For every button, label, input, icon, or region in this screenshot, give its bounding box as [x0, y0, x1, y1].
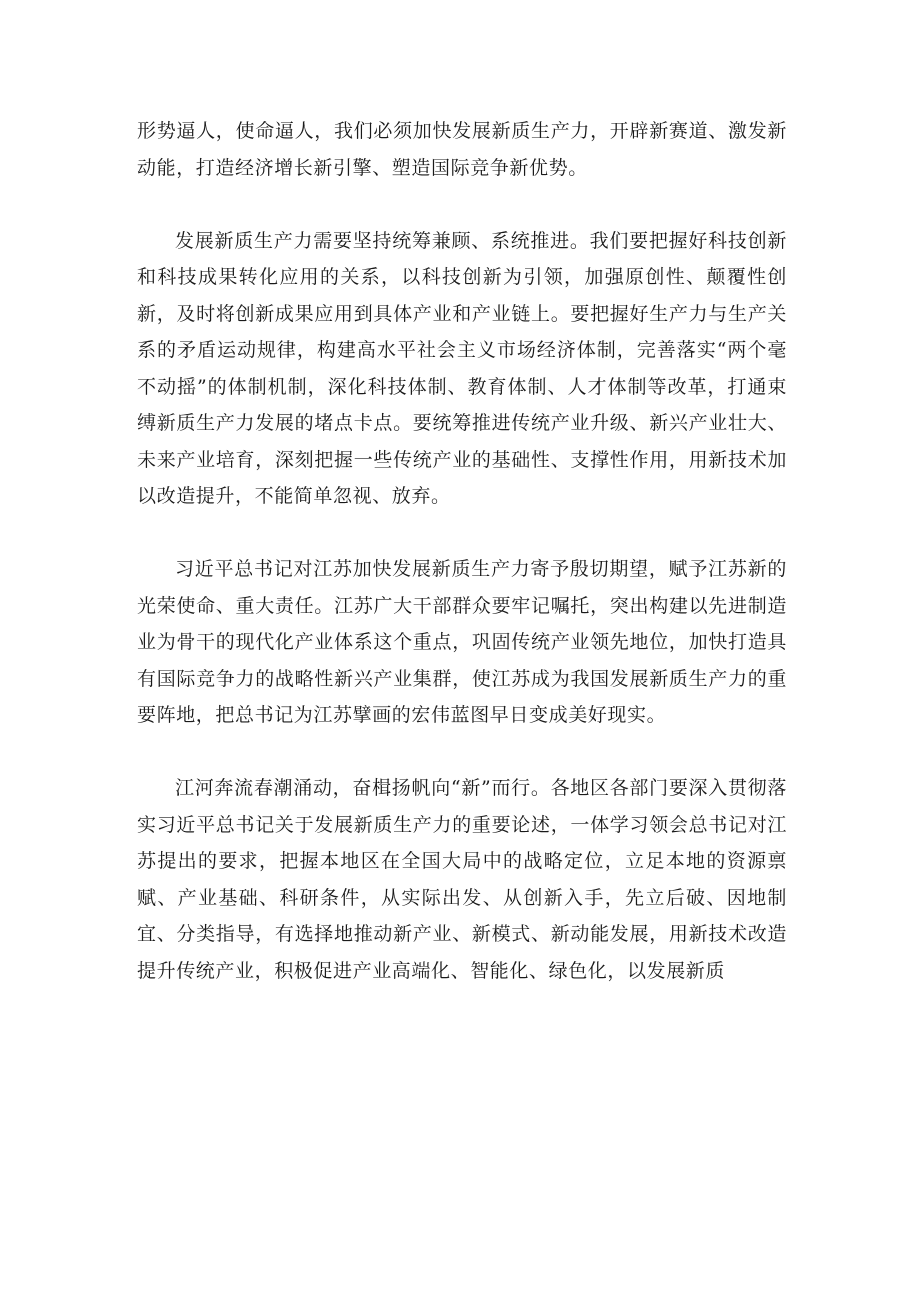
paragraph-4: 江河奔流春潮涌动，奋楫扬帆向“新”而行。各地区各部门要深入贯彻落实习近平总书记关于发展新质生产力的重要论述，一体学习领会总书记对江苏提出的要求，把握本地区在全国大局中的战略定位，立足本地的资源禀赋、产业基础、科研条件，从实际出发、从创新入手，先立后破、因地制宜、分类指导，有选择地推动新产业、新模式、新动能发展，用新技术改造提升传统产业，积极促进产业高端化、智能化、绿色化，以发展新质 — [137, 777, 787, 982]
document-body — [137, 113, 787, 1026]
paragraph-2: 发展新质生产力需要坚持统筹兼顾、系统推进。我们要把握好科技创新和科技成果转化应用的关系，以科技创新为引领，加强原创性、颠覆性创新，及时将创新成果应用到具体产业和产业链上。要把握好生产力与生产关系的矛盾运动规律，构建高水平社会主义市场经济体制，完善落实“两个毫不动摇”的体制机制，深化科技体制、教育体制、人才体制等改革，打通束缚新质生产力发展的堵点卡点。要统筹推进传统产业升级、新兴产业壮大、未来产业培育，深刻把握一些传统产业的基础性、支撑性作用，用新技术加以改造提升，不能简单忽视、放弃。 — [137, 229, 787, 507]
paragraph-3: 习近平总书记对江苏加快发展新质生产力寄予殷切期望，赋予江苏新的光荣使命、重大责任。江苏广大干部群众要牢记嘱托，突出构建以先进制造业为骨干的现代化产业体系这个重点，巩固传统产业领先地位，加快打造具有国际竞争力的战略性新兴产业集群，使江苏成为我国发展新质生产力的重要阵地，把总书记为江苏擘画的宏伟蓝图早日变成美好现实。 — [137, 558, 787, 726]
paragraph-1: 形势逼人，使命逼人，我们必须加快发展新质生产力，开辟新赛道、激发新动能，打造经济增长新引擎、塑造国际竞争新优势。 — [137, 120, 787, 179]
